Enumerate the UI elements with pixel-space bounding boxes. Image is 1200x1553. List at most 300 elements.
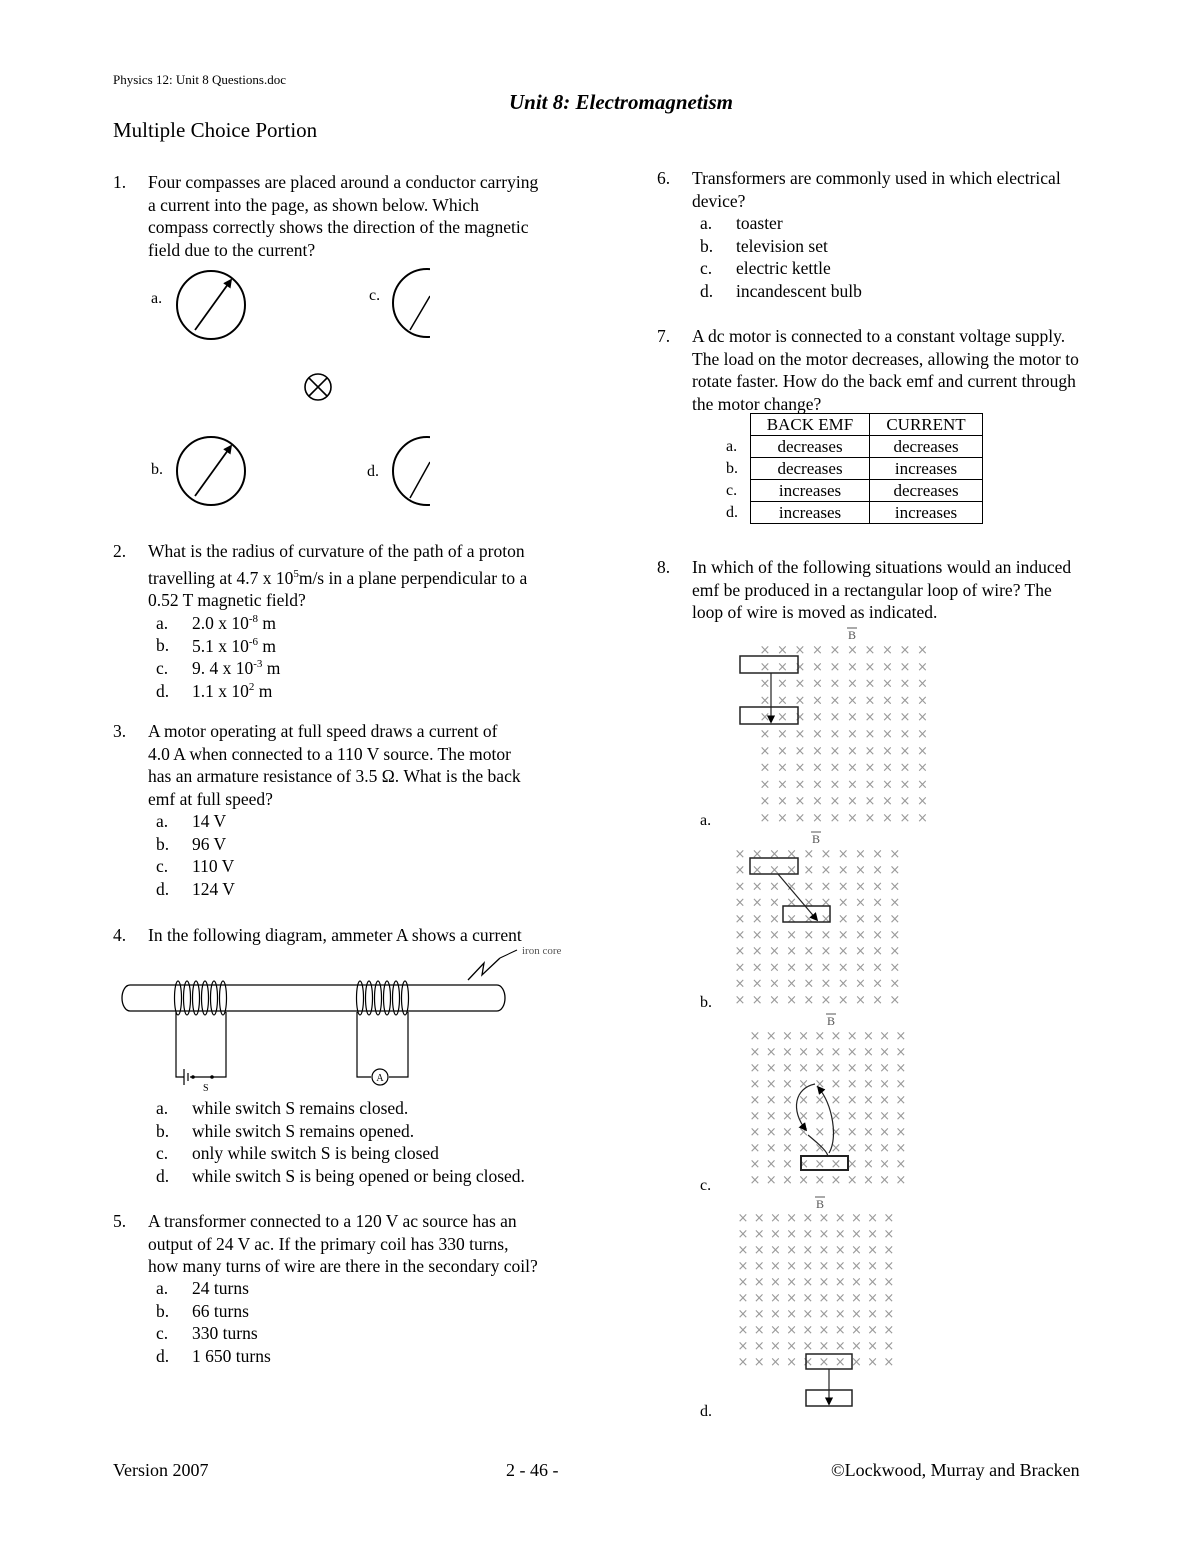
field-into-page-mark: × xyxy=(803,944,815,960)
field-into-page-mark: × xyxy=(814,1141,826,1156)
field-into-page-mark: × xyxy=(867,1307,879,1322)
field-into-page-mark: × xyxy=(769,1339,781,1354)
row-letter: b. xyxy=(726,459,738,477)
field-into-page-mark: × xyxy=(883,1243,895,1258)
field-into-page-mark: × xyxy=(759,659,771,675)
field-into-page-mark: × xyxy=(798,1061,810,1076)
field-into-page-mark: × xyxy=(872,895,884,911)
field-into-page-mark: × xyxy=(837,863,849,879)
footer-version: Version 2007 xyxy=(113,1460,209,1480)
field-into-page-mark: × xyxy=(777,710,788,726)
field-into-page-mark: × xyxy=(847,676,858,692)
field-into-page-mark: × xyxy=(882,676,893,692)
field-into-page-mark: × xyxy=(802,1243,814,1258)
question-stem: A motor operating at full speed draws a current of 4.0 A when connected to a 110 V source. The motor has an armature resistance of 3.5 Ω. What is the back emf at full speed? xyxy=(148,721,521,809)
field-into-page-mark: × xyxy=(781,1045,793,1060)
field-into-page-mark: × xyxy=(768,928,780,943)
field-into-page-mark: × xyxy=(834,1275,846,1290)
field-into-page-mark: × xyxy=(854,895,866,911)
field-into-page-mark: × xyxy=(850,1307,862,1322)
field-into-page-mark: × xyxy=(786,1355,798,1370)
field-into-page-mark: × xyxy=(786,1307,798,1322)
field-into-page-mark: × xyxy=(847,727,858,742)
option-c[interactable]: c. 330 turns xyxy=(156,1323,258,1344)
field-into-page-mark: × xyxy=(854,944,866,960)
field-into-page-mark: × xyxy=(753,1275,765,1290)
field-into-page-mark: × xyxy=(786,1323,798,1338)
field-into-page-mark: × xyxy=(814,1045,826,1060)
field-into-page-mark: × xyxy=(786,1339,798,1354)
field-into-page-mark: × xyxy=(830,1157,842,1172)
field-into-page-mark: × xyxy=(803,863,815,879)
option-list xyxy=(700,212,862,302)
field-into-page-mark: × xyxy=(864,643,876,658)
field-into-page-mark: × xyxy=(864,727,876,742)
field-into-page-mark: × xyxy=(765,1029,777,1044)
field-into-page-mark: × xyxy=(850,1211,862,1226)
field-into-page-mark: × xyxy=(837,976,849,992)
field-into-page-mark: × xyxy=(818,1291,830,1306)
field-into-page-mark: × xyxy=(899,676,911,692)
field-into-page-mark: × xyxy=(829,710,841,726)
field-into-page-mark: × xyxy=(834,1307,846,1322)
field-into-page-mark: × xyxy=(777,743,788,759)
field-into-page-mark: × xyxy=(802,1339,814,1354)
field-into-page-mark: × xyxy=(882,659,893,675)
field-into-page-mark: × xyxy=(759,743,771,759)
field-into-page-mark: × xyxy=(864,743,876,759)
field-into-page-mark: × xyxy=(883,1339,895,1354)
field-into-page-mark: × xyxy=(751,992,763,1008)
field-into-page-mark: × xyxy=(814,1029,826,1044)
page-title: Unit 8: Electromagnetism xyxy=(508,90,733,114)
field-into-page-mark: × xyxy=(803,911,815,927)
field-into-page-mark: × xyxy=(794,710,806,726)
option-d[interactable]: d. 1 650 turns xyxy=(156,1345,271,1366)
field-into-page-mark: × xyxy=(814,1109,826,1124)
field-into-page-mark: × xyxy=(882,811,893,826)
row-letter: c. xyxy=(726,481,738,499)
figure-label-a: a. xyxy=(151,290,163,307)
field-into-page-mark: × xyxy=(895,1061,907,1076)
field-into-page-mark: × xyxy=(818,1275,830,1290)
field-into-page-mark: × xyxy=(862,1061,874,1076)
table-row[interactable] xyxy=(726,502,983,524)
field-into-page-mark: × xyxy=(867,1339,879,1354)
field-into-page-mark: × xyxy=(882,693,893,709)
field-into-page-mark: × xyxy=(872,847,884,862)
field-into-page-mark: × xyxy=(867,1243,879,1258)
field-into-page-mark: × xyxy=(765,1061,777,1076)
field-into-page-mark: × xyxy=(786,1259,798,1274)
field-into-page-mark: × xyxy=(850,1355,862,1370)
table-cell: increases xyxy=(751,480,870,502)
field-into-page-mark: × xyxy=(879,1141,891,1156)
figure-label-b[interactable]: b. xyxy=(700,994,712,1011)
option-d[interactable]: d. while switch S is being opened or being closed. xyxy=(156,1165,525,1186)
option-a[interactable]: a. while switch S remains closed. xyxy=(156,1098,409,1118)
field-into-page-mark: × xyxy=(872,944,884,960)
option-b[interactable]: b. 96 V xyxy=(156,833,227,854)
field-into-page-mark: × xyxy=(895,1173,907,1188)
field-into-page-mark: × xyxy=(786,960,798,976)
field-into-page-mark: × xyxy=(846,1029,858,1044)
field-into-page-mark: × xyxy=(889,944,901,960)
option-list xyxy=(156,1277,271,1367)
question-number: 1. xyxy=(113,172,127,192)
field-into-page-mark: × xyxy=(798,1093,810,1108)
field-into-page-mark: × xyxy=(786,976,798,992)
field-into-page-mark: × xyxy=(814,1077,826,1092)
field-into-page-mark: × xyxy=(786,879,798,895)
option-d[interactable]: d. 124 V xyxy=(156,878,235,899)
field-into-page-mark: × xyxy=(781,1093,793,1108)
field-into-page-mark: × xyxy=(862,1077,874,1092)
field-into-page-mark: × xyxy=(820,992,832,1008)
field-into-page-mark: × xyxy=(751,911,763,927)
field-into-page-mark: × xyxy=(899,659,911,675)
field-into-page-mark: × xyxy=(812,676,823,692)
field-into-page-mark: × xyxy=(818,1227,830,1242)
field-into-page-mark: × xyxy=(917,811,928,826)
field-into-page-mark: × xyxy=(749,1173,761,1188)
field-into-page-mark: × xyxy=(749,1077,761,1092)
field-grid-b xyxy=(735,847,901,1008)
field-into-page-mark: × xyxy=(768,847,780,862)
question-stem: In which of the following situations would an induced emf be produced in a rectangular loop of wire? The loop of wire is moved as indicated. xyxy=(692,557,1072,623)
field-b-symbol-c: B xyxy=(826,1014,836,1028)
field-into-page-mark: × xyxy=(802,1323,814,1338)
field-into-page-mark: × xyxy=(820,960,832,976)
field-into-page-mark: × xyxy=(879,1109,891,1124)
option-b[interactable]: b. 66 turns xyxy=(156,1300,249,1321)
option-a[interactable]: a. 2.0 x $10^{-8}$ m xyxy=(156,612,277,633)
field-into-page-mark: × xyxy=(768,992,780,1008)
field-into-page-mark: × xyxy=(829,676,841,692)
field-into-page-mark: × xyxy=(846,1061,858,1076)
field-into-page-mark: × xyxy=(854,928,866,943)
field-into-page-mark: × xyxy=(786,911,798,927)
column-header: BACK EMF xyxy=(751,414,870,436)
field-into-page-mark: × xyxy=(889,863,901,879)
field-into-page-mark: × xyxy=(759,643,771,658)
compass-c xyxy=(393,269,461,337)
field-into-page-mark: × xyxy=(829,794,841,810)
field-into-page-mark: × xyxy=(834,1355,846,1370)
field-into-page-mark: × xyxy=(820,847,832,862)
question-stem: A transformer connected to a 120 V ac source has an output of 24 V ac. If the primary coil has 330 turns, how many turns of wire are there in the secondary coil? xyxy=(148,1211,538,1277)
field-into-page-mark: × xyxy=(769,1275,781,1290)
field-into-page-mark: × xyxy=(737,1275,749,1290)
field-into-page-mark: × xyxy=(847,659,858,675)
field-into-page-mark: × xyxy=(749,1029,761,1044)
field-into-page-mark: × xyxy=(917,743,928,759)
field-into-page-mark: × xyxy=(734,960,746,976)
field-into-page-mark: × xyxy=(751,944,763,960)
field-into-page-mark: × xyxy=(814,1093,826,1108)
field-into-page-mark: × xyxy=(812,743,823,759)
field-into-page-mark: × xyxy=(895,1045,907,1060)
field-into-page-mark: × xyxy=(879,1061,891,1076)
field-into-page-mark: × xyxy=(802,1227,814,1242)
field-into-page-mark: × xyxy=(751,895,763,911)
field-into-page-mark: × xyxy=(777,693,788,709)
field-into-page-mark: × xyxy=(854,976,866,992)
field-into-page-mark: × xyxy=(829,727,841,742)
field-into-page-mark: × xyxy=(759,760,771,776)
field-into-page-mark: × xyxy=(768,960,780,976)
field-into-page-mark: × xyxy=(837,847,849,862)
option-a[interactable]: a. 14 V xyxy=(156,811,227,831)
field-into-page-mark: × xyxy=(864,777,876,793)
field-into-page-mark: × xyxy=(749,1061,761,1076)
field-into-page-mark: × xyxy=(837,879,849,895)
row-letter: d. xyxy=(726,503,738,521)
field-into-page-mark: × xyxy=(820,928,832,943)
field-into-page-mark: × xyxy=(803,895,815,911)
field-into-page-mark: × xyxy=(812,811,823,826)
field-into-page-mark: × xyxy=(867,1355,879,1370)
field-into-page-mark: × xyxy=(737,1339,749,1354)
field-into-page-mark: × xyxy=(862,1109,874,1124)
table-cell: increases xyxy=(870,502,983,524)
field-into-page-mark: × xyxy=(734,895,746,911)
table-row[interactable] xyxy=(726,458,983,480)
field-into-page-mark: × xyxy=(818,1307,830,1322)
field-into-page-mark: × xyxy=(769,1355,781,1370)
row-letter: a. xyxy=(726,437,738,455)
field-into-page-mark: × xyxy=(872,863,884,879)
table-header-row xyxy=(726,414,983,436)
field-into-page-mark: × xyxy=(759,710,771,726)
field-into-page-mark: × xyxy=(847,710,858,726)
option-list xyxy=(156,810,235,900)
field-into-page-mark: × xyxy=(883,1259,895,1274)
option-d[interactable]: d. incandescent bulb xyxy=(700,280,862,301)
field-into-page-mark: × xyxy=(862,1045,874,1060)
field-into-page-mark: × xyxy=(812,760,823,776)
field-into-page-mark: × xyxy=(867,1211,879,1226)
field-into-page-mark: × xyxy=(829,760,841,776)
field-into-page-mark: × xyxy=(812,794,823,810)
field-into-page-mark: × xyxy=(786,992,798,1008)
field-into-page-mark: × xyxy=(847,777,858,793)
field-into-page-mark: × xyxy=(862,1029,874,1044)
field-into-page-mark: × xyxy=(751,847,763,862)
field-into-page-mark: × xyxy=(820,895,832,911)
option-d[interactable]: d. 1.1 x $10^2$ m xyxy=(156,680,273,701)
option-b[interactable]: b. 5.1 x $10^{-6}$ m xyxy=(156,635,277,656)
compass-a xyxy=(177,271,245,339)
field-into-page-mark: × xyxy=(882,760,893,776)
field-into-page-mark: × xyxy=(753,1243,765,1258)
question-number: 8. xyxy=(657,557,671,577)
field-into-page-mark: × xyxy=(854,863,866,879)
field-into-page-mark: × xyxy=(737,1355,749,1370)
field-into-page-mark: × xyxy=(802,1307,814,1322)
field-into-page-mark: × xyxy=(814,1173,826,1188)
field-into-page-mark: × xyxy=(798,1077,810,1092)
field-into-page-mark: × xyxy=(769,1323,781,1338)
field-into-page-mark: × xyxy=(803,960,815,976)
field-into-page-mark: × xyxy=(889,847,901,862)
option-c[interactable]: c. 110 V xyxy=(156,856,235,877)
field-into-page-mark: × xyxy=(883,1355,895,1370)
field-into-page-mark: × xyxy=(781,1029,793,1044)
field-into-page-mark: × xyxy=(786,1243,798,1258)
table-row[interactable] xyxy=(726,480,983,502)
field-into-page-mark: × xyxy=(889,895,901,911)
field-into-page-mark: × xyxy=(850,1275,862,1290)
field-into-page-mark: × xyxy=(753,1339,765,1354)
field-into-page-mark: × xyxy=(768,976,780,992)
field-into-page-mark: × xyxy=(889,879,901,895)
field-into-page-mark: × xyxy=(769,1259,781,1274)
field-into-page-mark: × xyxy=(734,976,746,992)
field-into-page-mark: × xyxy=(769,1211,781,1226)
option-c[interactable]: c. only while switch S is being closed xyxy=(156,1143,439,1164)
field-into-page-mark: × xyxy=(837,928,849,943)
field-into-page-mark: × xyxy=(889,976,901,992)
field-into-page-mark: × xyxy=(769,1243,781,1258)
field-into-page-mark: × xyxy=(854,911,866,927)
field-into-page-mark: × xyxy=(786,863,798,879)
field-into-page-mark: × xyxy=(837,944,849,960)
field-into-page-mark: × xyxy=(847,760,858,776)
field-into-page-mark: × xyxy=(872,911,884,927)
table-cell: increases xyxy=(751,502,870,524)
field-into-page-mark: × xyxy=(814,1061,826,1076)
field-into-page-mark: × xyxy=(883,1307,895,1322)
field-into-page-mark: × xyxy=(734,944,746,960)
field-into-page-mark: × xyxy=(829,693,841,709)
field-into-page-mark: × xyxy=(777,760,788,776)
field-into-page-mark: × xyxy=(781,1173,793,1188)
option-a[interactable]: a. 24 turns xyxy=(156,1278,249,1298)
field-into-page-mark: × xyxy=(846,1045,858,1060)
field-into-page-mark: × xyxy=(847,743,858,759)
field-into-page-mark: × xyxy=(883,1227,895,1242)
field-into-page-mark: × xyxy=(769,1307,781,1322)
field-into-page-mark: × xyxy=(834,1339,846,1354)
question-number: 6. xyxy=(657,168,671,188)
field-into-page-mark: × xyxy=(879,1093,891,1108)
field-into-page-mark: × xyxy=(864,811,876,826)
document-filename: Physics 12: Unit 8 Questions.doc xyxy=(113,72,286,87)
field-into-page-mark: × xyxy=(798,1173,810,1188)
field-into-page-mark: × xyxy=(765,1157,777,1172)
field-into-page-mark: × xyxy=(818,1355,830,1370)
field-into-page-mark: × xyxy=(765,1141,777,1156)
field-into-page-mark: × xyxy=(798,1045,810,1060)
field-into-page-mark: × xyxy=(786,944,798,960)
field-into-page-mark: × xyxy=(899,760,911,776)
field-into-page-mark: × xyxy=(794,727,806,742)
field-into-page-mark: × xyxy=(830,1093,842,1108)
field-into-page-mark: × xyxy=(818,1259,830,1274)
field-into-page-mark: × xyxy=(837,895,849,911)
field-into-page-mark: × xyxy=(749,1109,761,1124)
field-into-page-mark: × xyxy=(768,911,780,927)
field-into-page-mark: × xyxy=(829,777,841,793)
field-into-page-mark: × xyxy=(777,659,788,675)
field-into-page-mark: × xyxy=(882,777,893,793)
field-into-page-mark: × xyxy=(734,992,746,1008)
table-cell: decreases xyxy=(870,436,983,458)
figure-label-c[interactable]: c. xyxy=(700,1177,712,1194)
field-into-page-mark: × xyxy=(820,976,832,992)
field-into-page-mark: × xyxy=(895,1141,907,1156)
field-into-page-mark: × xyxy=(794,643,806,658)
option-c[interactable]: c. 9. 4 x $10^{-3}$ m xyxy=(156,658,281,679)
field-into-page-mark: × xyxy=(917,659,928,675)
switch-label: S xyxy=(203,1083,209,1094)
option-a[interactable]: a. toaster xyxy=(700,213,783,233)
field-into-page-mark: × xyxy=(777,727,788,742)
field-into-page-mark: × xyxy=(798,1125,810,1140)
column-header: CURRENT xyxy=(870,414,983,436)
field-into-page-mark: × xyxy=(829,811,841,826)
field-into-page-mark: × xyxy=(759,727,771,742)
field-into-page-mark: × xyxy=(818,1323,830,1338)
field-into-page-mark: × xyxy=(846,1077,858,1092)
table-row[interactable] xyxy=(726,436,983,458)
field-into-page-mark: × xyxy=(834,1227,846,1242)
field-into-page-mark: × xyxy=(895,1125,907,1140)
field-b-symbol-b: B xyxy=(811,832,821,846)
field-into-page-mark: × xyxy=(883,1323,895,1338)
field-into-page-mark: × xyxy=(798,1109,810,1124)
figure-label-a[interactable]: a. xyxy=(700,812,712,829)
figure-label-d[interactable]: d. xyxy=(700,1403,712,1420)
field-into-page-mark: × xyxy=(872,992,884,1008)
field-into-page-mark: × xyxy=(864,710,876,726)
field-into-page-mark: × xyxy=(864,760,876,776)
option-b[interactable]: b. while switch S remains opened. xyxy=(156,1120,415,1141)
field-into-page-mark: × xyxy=(753,1227,765,1242)
field-into-page-mark: × xyxy=(812,693,823,709)
field-into-page-mark: × xyxy=(830,1029,842,1044)
field-into-page-mark: × xyxy=(864,693,876,709)
question-stem: Transformers are commonly used in which electrical device? xyxy=(692,168,1061,211)
field-into-page-mark: × xyxy=(834,1323,846,1338)
field-into-page-mark: × xyxy=(847,643,858,658)
field-into-page-mark: × xyxy=(753,1259,765,1274)
field-into-page-mark: × xyxy=(895,1093,907,1108)
footer-copyright: ©Lockwood, Murray and Bracken xyxy=(831,1460,1080,1480)
field-into-page-mark: × xyxy=(883,1291,895,1306)
field-into-page-mark: × xyxy=(872,879,884,895)
field-into-page-mark: × xyxy=(899,811,911,826)
field-into-page-mark: × xyxy=(794,777,806,793)
option-c[interactable]: c. electric kettle xyxy=(700,258,831,279)
question-stem: What is the radius of curvature of the path of a proton travelling at 4.7 x $10^5m/s$ in a plane perpendicular to a 0.52 T magnetic field? xyxy=(148,541,528,611)
field-into-page-mark: × xyxy=(794,760,806,776)
option-b[interactable]: b. television set xyxy=(700,235,828,256)
field-into-page-mark: × xyxy=(830,1125,842,1140)
field-into-page-mark: × xyxy=(917,676,928,692)
field-into-page-mark: × xyxy=(794,659,806,675)
conductor-into-page-icon xyxy=(305,374,331,400)
compass-d xyxy=(393,437,461,505)
field-into-page-mark: × xyxy=(889,911,901,927)
field-into-page-mark: × xyxy=(777,794,788,810)
field-into-page-mark: × xyxy=(759,693,771,709)
question-number: 4. xyxy=(113,925,127,945)
field-b-symbol-d: B xyxy=(815,1197,825,1211)
field-into-page-mark: × xyxy=(899,777,911,793)
field-into-page-mark: × xyxy=(882,727,893,742)
